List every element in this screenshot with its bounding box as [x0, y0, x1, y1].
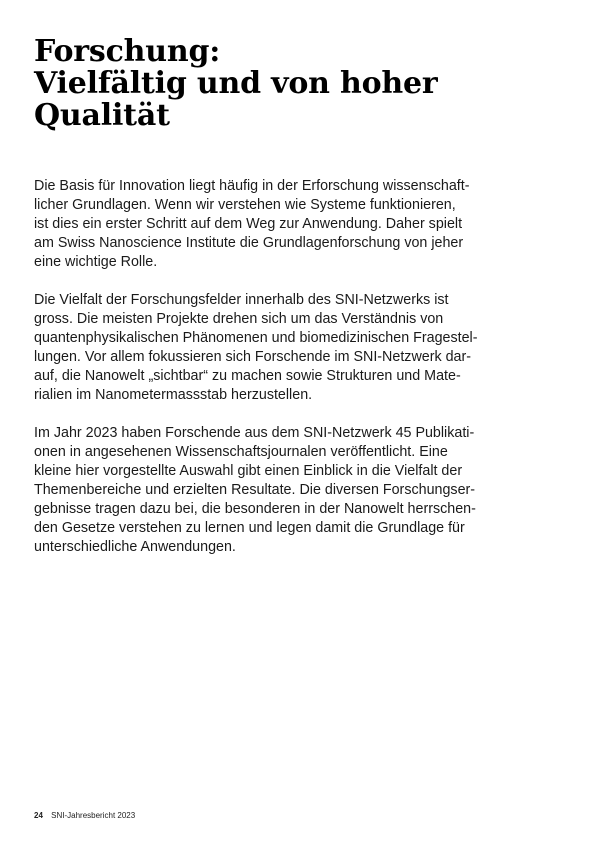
text-line: unterschiedliche Anwendungen. [34, 539, 236, 555]
page-footer [34, 811, 135, 821]
page-title-line: Vielfältig und von hoher [34, 66, 438, 101]
text-line: Im Jahr 2023 haben Forschende aus dem SNI-Netzwerk 45 Publikati- [34, 425, 475, 441]
page-title-line: Forschung: [34, 34, 221, 69]
text-line: Themenbereiche und erzielten Resultate. Die diversen Forschungser- [34, 482, 476, 498]
text-line: ist dies ein erster Schritt auf dem Weg zur Anwendung. Daher spielt [34, 216, 463, 232]
text-line: am Swiss Nanoscience Institute die Grundlagenforschung von jeher [34, 235, 464, 251]
text-line: rialien im Nanometermassstab herzustellen. [34, 387, 313, 403]
paragraph-intro [34, 177, 494, 272]
text-line: kleine hier vorgestellte Auswahl gibt einen Einblick in die Vielfalt der [34, 463, 463, 479]
paragraph-publications [34, 424, 494, 557]
text-line: eine wichtige Rolle. [34, 254, 158, 270]
page-number: 24 [34, 811, 43, 820]
text-line: den Gesetze verstehen zu lernen und legen damit die Grundlage für [34, 520, 465, 536]
text-line: onen in angesehenen Wissenschaftsjournalen veröffentlicht. Eine [34, 444, 448, 460]
text-line: licher Grundlagen. Wenn wir verstehen wie Systeme funktionieren, [34, 197, 456, 213]
page-title [34, 36, 438, 132]
text-line: gebnisse tragen dazu bei, die besonderen in der Nanowelt herrschen- [34, 501, 476, 517]
text-line: Die Vielfalt der Forschungsfelder innerhalb des SNI-Netzwerks ist [34, 292, 449, 308]
page-title-line: Qualität [34, 98, 170, 133]
paragraph-research-fields [34, 291, 494, 405]
text-line: auf, die Nanowelt „sichtbar“ zu machen sowie Strukturen und Mate- [34, 368, 461, 384]
text-line: quantenphysikalischen Phänomenen und biomedizinischen Fragestel- [34, 330, 478, 346]
text-line: lungen. Vor allem fokussieren sich Forschende im SNI-Netzwerk dar- [34, 349, 472, 365]
body-text [34, 177, 494, 576]
text-line: Die Basis für Innovation liegt häufig in der Erforschung wissenschaft- [34, 178, 470, 194]
text-line: gross. Die meisten Projekte drehen sich um das Verständnis von [34, 311, 444, 327]
publication-title: SNI-Jahresbericht 2023 [51, 811, 136, 820]
